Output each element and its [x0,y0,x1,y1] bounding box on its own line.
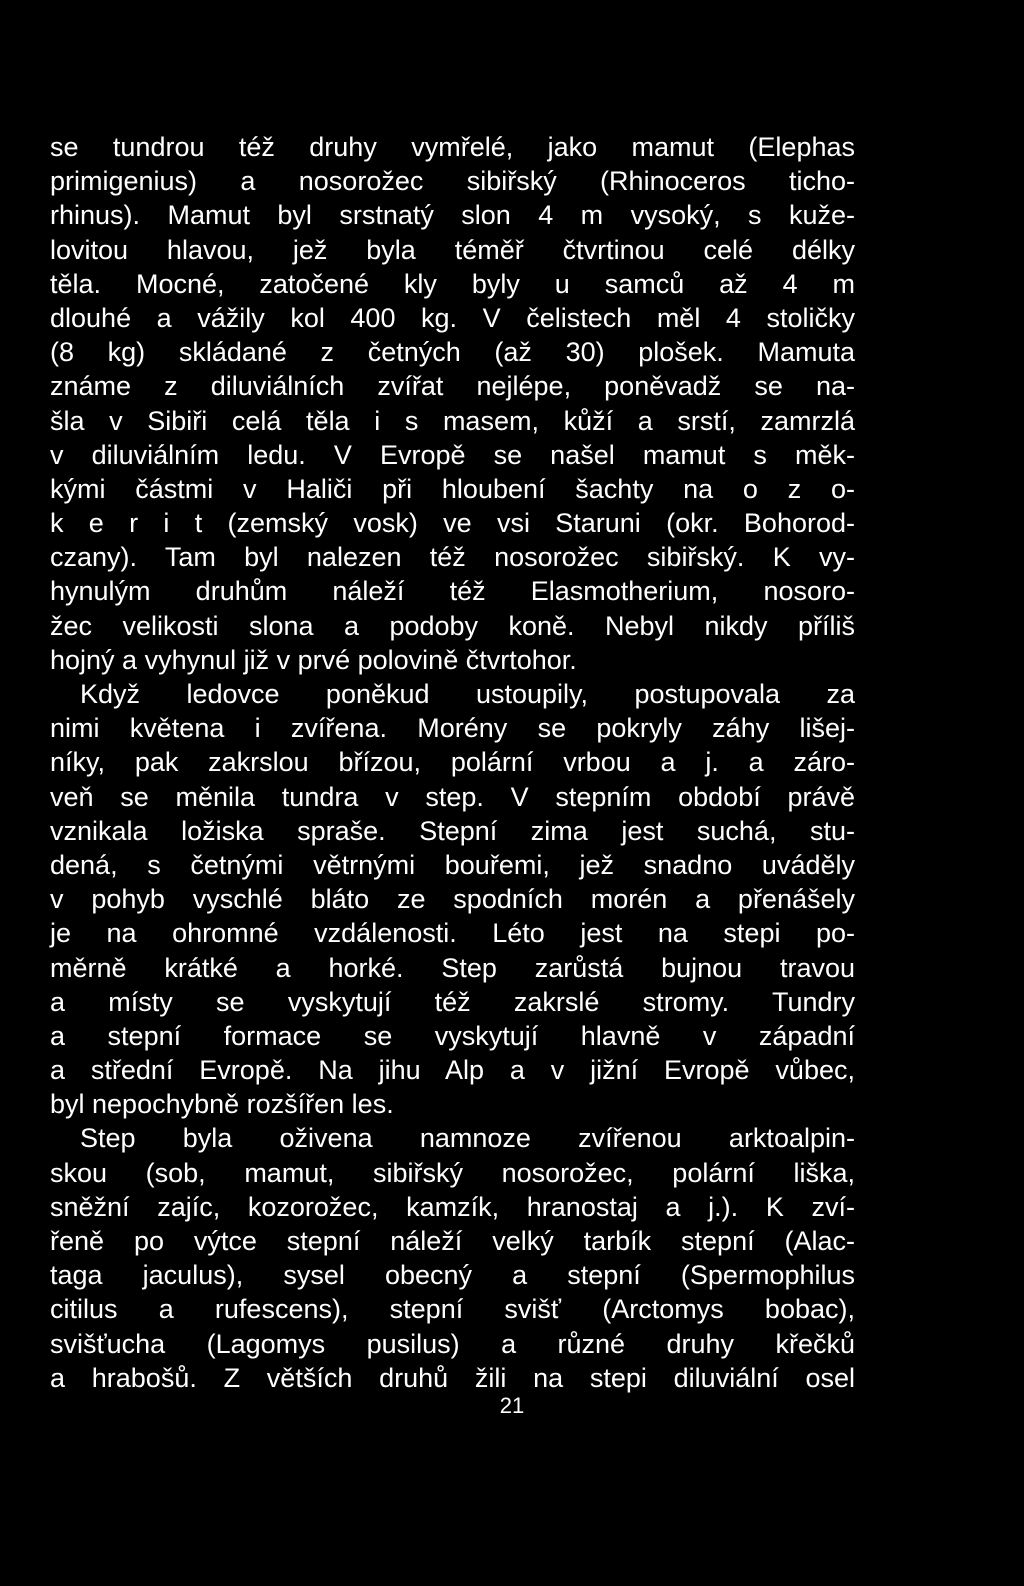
page-number: 21 [499,1393,525,1418]
paragraph-end-line: byl nepochybně rozšířen les. [50,1089,394,1120]
text-line: měrně krátké a horké. Step zarůstá bujnou travou [50,952,855,983]
text-line: hynulým druhům náleží též Elasmotherium, nosoro- [50,576,855,607]
text-line: těla. Mocné, zatočené kly byly u samců až 4 m [50,268,855,299]
text-line: šla v Sibiři celá těla i s masem, kůží a srstí, zamrzlá [50,405,855,436]
text-line: dlouhé a vážily kol 400 kg. V čelistech měl 4 stoličky [50,302,855,333]
text-line: (8 kg) skládané z četných (až 30) plošek. Mamuta [50,337,855,368]
text-line: primigenius) a nosorožec sibiřský (Rhinoceros ticho- [50,166,855,197]
text-line: a střední Evropě. Na jihu Alp a v jižní Evropě vůbec, [50,1055,855,1086]
text-line: v diluviálním ledu. V Evropě se našel mamut s měk- [50,439,855,470]
text-line: řeně po výtce stepní náleží velký tarbík stepní (Alac- [50,1226,855,1256]
text-line: kými částmi v Haliči při hloubení šachty na o z o- [50,473,855,504]
text-line: lovitou hlavou, jež byla téměř čtvrtinou celé délky [50,234,855,265]
text-line: se tundrou též druhy vymřelé, jako mamut (Elephas [50,132,855,162]
paragraph-start-line: Step byla oživena namnoze zvířenou arktoalpin- [80,1123,855,1154]
text-line: nimi květena i zvířena. Morény se pokryly záhy lišej- [50,713,855,744]
text-line: níky, pak zakrslou břízou, polární vrbou a j. a záro- [50,747,855,778]
text-line: známe z diluviálních zvířat nejlépe, poněvadž se na- [50,371,855,402]
body-text [50,130,855,1395]
text-line: v pohyb vyschlé bláto ze spodních morén a přenášely [50,884,855,915]
text-line: a hrabošů. Z větších druhů žili na stepi diluviální osel [50,1362,855,1393]
text-line: svišťucha (Lagomys pusilus) a různé druhy křečků [50,1328,855,1359]
text-line: citilus a rufescens), stepní svišť (Arctomys bobac), [50,1294,855,1325]
text-line: taga jaculus), sysel obecný a stepní (Spermophilus [50,1260,855,1291]
text-line: dená, s četnými větrnými bouřemi, jež snadno uváděly [50,849,855,880]
text-line: veň se měnila tundra v step. V stepním období právě [50,781,855,812]
text-line: žec velikosti slona a podoby koně. Nebyl nikdy příliš [50,610,855,641]
text-line: czany). Tam byl nalezen též nosorožec sibiřský. K vy- [50,542,855,573]
text-line: rhinus). Mamut byl srstnatý slon 4 m vysoký, s kuže- [50,200,855,231]
text-line: a místy se vyskytují též zakrslé stromy. Tundry [50,986,855,1017]
paragraph-end-line: hojný a vyhynul již v prvé polovině čtvrtohor. [50,644,577,675]
paragraph-start-line: Když ledovce poněkud ustoupily, postupovala za [80,679,855,709]
text-line: skou (sob, mamut, sibiřský nosorožec, polární liška, [50,1157,855,1188]
text-line: a stepní formace se vyskytují hlavně v západní [50,1020,855,1051]
text-line: sněžní zajíc, kozorožec, kamzík, hranostaj a j.). K zví- [50,1191,855,1222]
text-line: vznikala ložiska spraše. Stepní zima jest suchá, stu- [50,815,855,846]
text-line: k e r i t (zemský vosk) ve vsi Staruni (okr. Bohorod- [50,508,855,539]
text-line: je na ohromné vzdálenosti. Léto jest na stepi po- [50,918,855,949]
